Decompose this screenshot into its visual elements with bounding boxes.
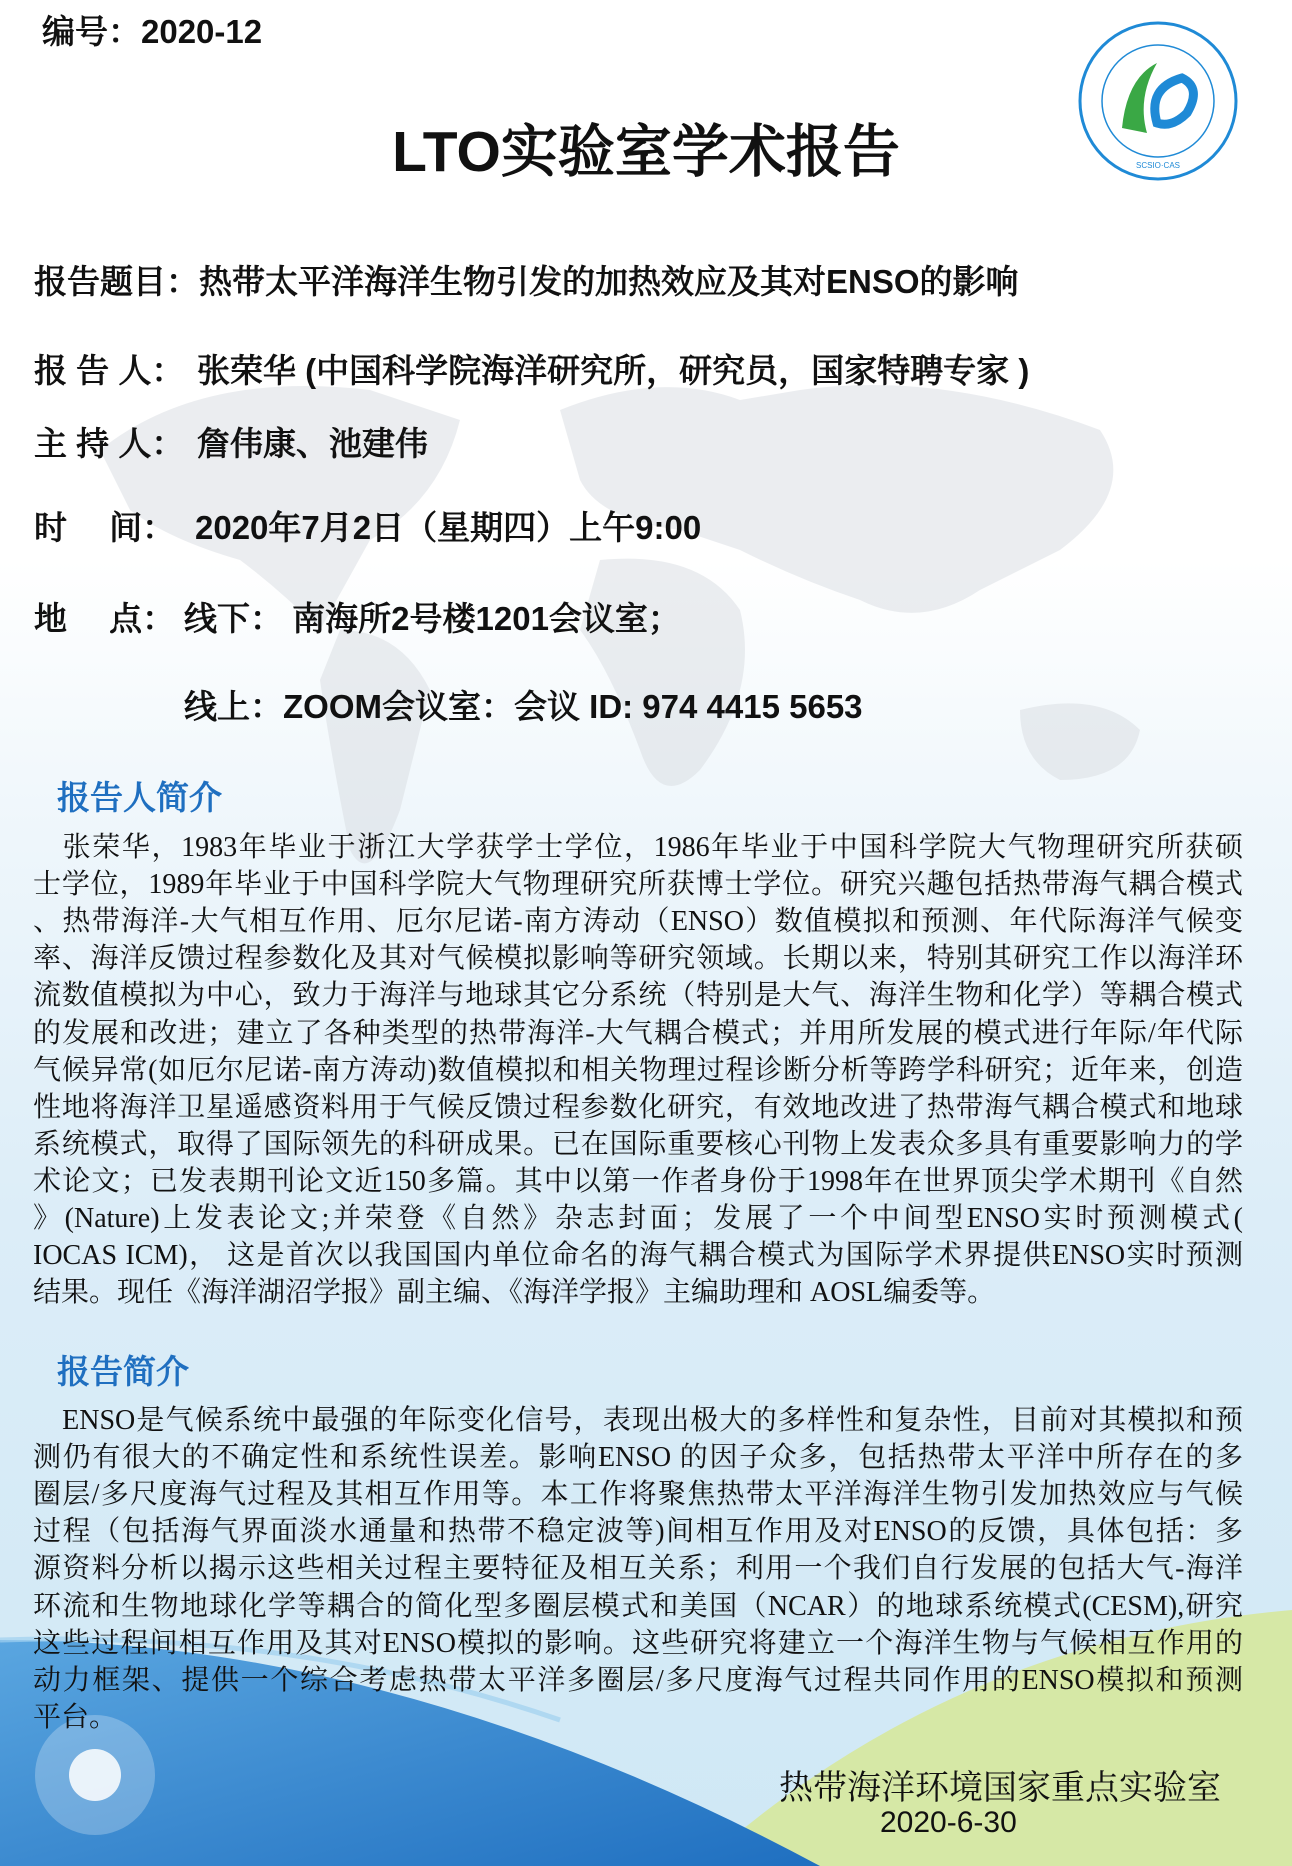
- text-line: 的发展和改进；建立了各种类型的热带海洋-大气耦合模式；并用所发展的模式进行年际/年代际: [33, 1017, 1243, 1049]
- footer-org: 热带海洋环境国家重点实验室: [779, 1770, 1221, 1807]
- text-line: 气候异常(如厄尔尼诺-南方涛动)数值模拟和相关物理过程诊断分析等跨学科研究；近年来，创造: [33, 1054, 1243, 1086]
- speaker: 张荣华 (中国科学院海洋研究所，研究员，国家特聘专家 ): [197, 352, 1030, 389]
- text-line: 率、海洋反馈过程参数化及其对气候模拟影响等研究领域。长期以来，特别其研究工作以海洋环: [33, 943, 1243, 975]
- text-line: 》(Nature)上发表论文;并荣登《自然》杂志封面；发展了一个中间型ENSO实时预测模式(: [33, 1203, 1243, 1234]
- speaker-label: 报 告 人：: [34, 352, 185, 389]
- text-line: 系统模式，取得了国际领先的科研成果。已在国际重要核心刊物上发表众多具有重要影响力的学: [33, 1128, 1243, 1160]
- text-line: 结果。现任《海洋湖沼学报》副主编、《海洋学报》主编助理和 AOSL编委等。: [33, 1277, 996, 1309]
- text-line: IOCAS ICM)， 这是首次以我国国内单位命名的海气耦合模式为国际学术界提供ENSO实时预测: [33, 1240, 1243, 1272]
- text-line: 流数值模拟为中心，致力于海洋与地球其它分系统（特别是大气、海洋生物和化学）等耦合模式: [33, 980, 1243, 1012]
- abstract-heading: 报告简介: [57, 1353, 189, 1390]
- text-line: 张荣华，1983年毕业于浙江大学获学士学位，1986年毕业于中国科学院大气物理研究所获硕: [33, 832, 1243, 863]
- text-line: 测仍有很大的不确定性和系统性误差。影响ENSO 的因子众多，包括热带太平洋中所存在的多: [33, 1442, 1243, 1474]
- text-line: 士学位，1989年毕业于中国科学院大气物理研究所获博士学位。研究兴趣包括热带海气耦合模式: [33, 869, 1243, 901]
- place-offline: 线下： 南海所2号楼1201会议室；: [184, 600, 681, 637]
- text-line: 术论文；已发表期刊论文近150多篇。其中以第一作者身份于1998年在世界顶尖学术期刊《自然: [33, 1165, 1243, 1197]
- text-line: 平台。: [33, 1701, 118, 1733]
- text-line: 性地将海洋卫星遥感资料用于气候反馈过程参数化研究，有效地改进了热带海气耦合模式和地球: [33, 1091, 1243, 1123]
- host: 詹伟康、池建伟: [197, 425, 428, 462]
- text-line: 、热带海洋-大气相互作用、厄尔尼诺-南方涛动（ENSO）数值模拟和预测、年代际海洋气候变: [33, 906, 1243, 938]
- text-line: 环流和生物地球化学等耦合的简化型多圈层模式和美国（NCAR）的地球系统模式(CESM),研究: [33, 1590, 1243, 1622]
- time-label: 时 间：: [34, 509, 176, 546]
- place-label: 地 点：: [34, 600, 176, 637]
- report-topic: 报告题目：热带太平洋海洋生物引发的加热效应及其对ENSO的影响: [34, 263, 1019, 300]
- text-line: ENSO是气候系统中最强的年际变化信号，表现出极大的多样性和复杂性，目前对其模拟和预: [33, 1405, 1243, 1436]
- document-number: 编号：2020-12: [42, 13, 263, 50]
- place-online: 线上：ZOOM会议室：会议 ID: 974 4415 5653: [184, 688, 863, 725]
- footer-date: 2020-6-30: [880, 1806, 1017, 1839]
- text-line: 这些过程间相互作用及其对ENSO模拟的影响。这些研究将建立一个海洋生物与气候相互作用的: [33, 1627, 1243, 1659]
- host-label: 主 持 人：: [34, 425, 185, 462]
- page-title: LTO实验室学术报告: [392, 120, 900, 184]
- text-line: 圈层/多尺度海气过程及其相互作用等。本工作将聚焦热带太平洋海洋生物引发加热效应与气候: [33, 1479, 1243, 1511]
- time: 2020年7月2日（星期四）上午9:00: [195, 509, 702, 546]
- bio-heading: 报告人简介: [57, 779, 222, 816]
- logo-abbr: SCSIO·CAS: [1135, 161, 1181, 170]
- text-line: 源资料分析以揭示这些相关过程主要特征及相互关系；利用一个我们自行发展的包括大气-海洋: [33, 1553, 1243, 1585]
- text-line: 过程（包括海气界面淡水通量和热带不稳定波等)间相互作用及对ENSO的反馈，具体包括：多: [33, 1516, 1243, 1548]
- text-line: 动力框架、提供一个综合考虑热带太平洋多圈层/多尺度海气过程共同作用的ENSO模拟和预测: [33, 1664, 1243, 1696]
